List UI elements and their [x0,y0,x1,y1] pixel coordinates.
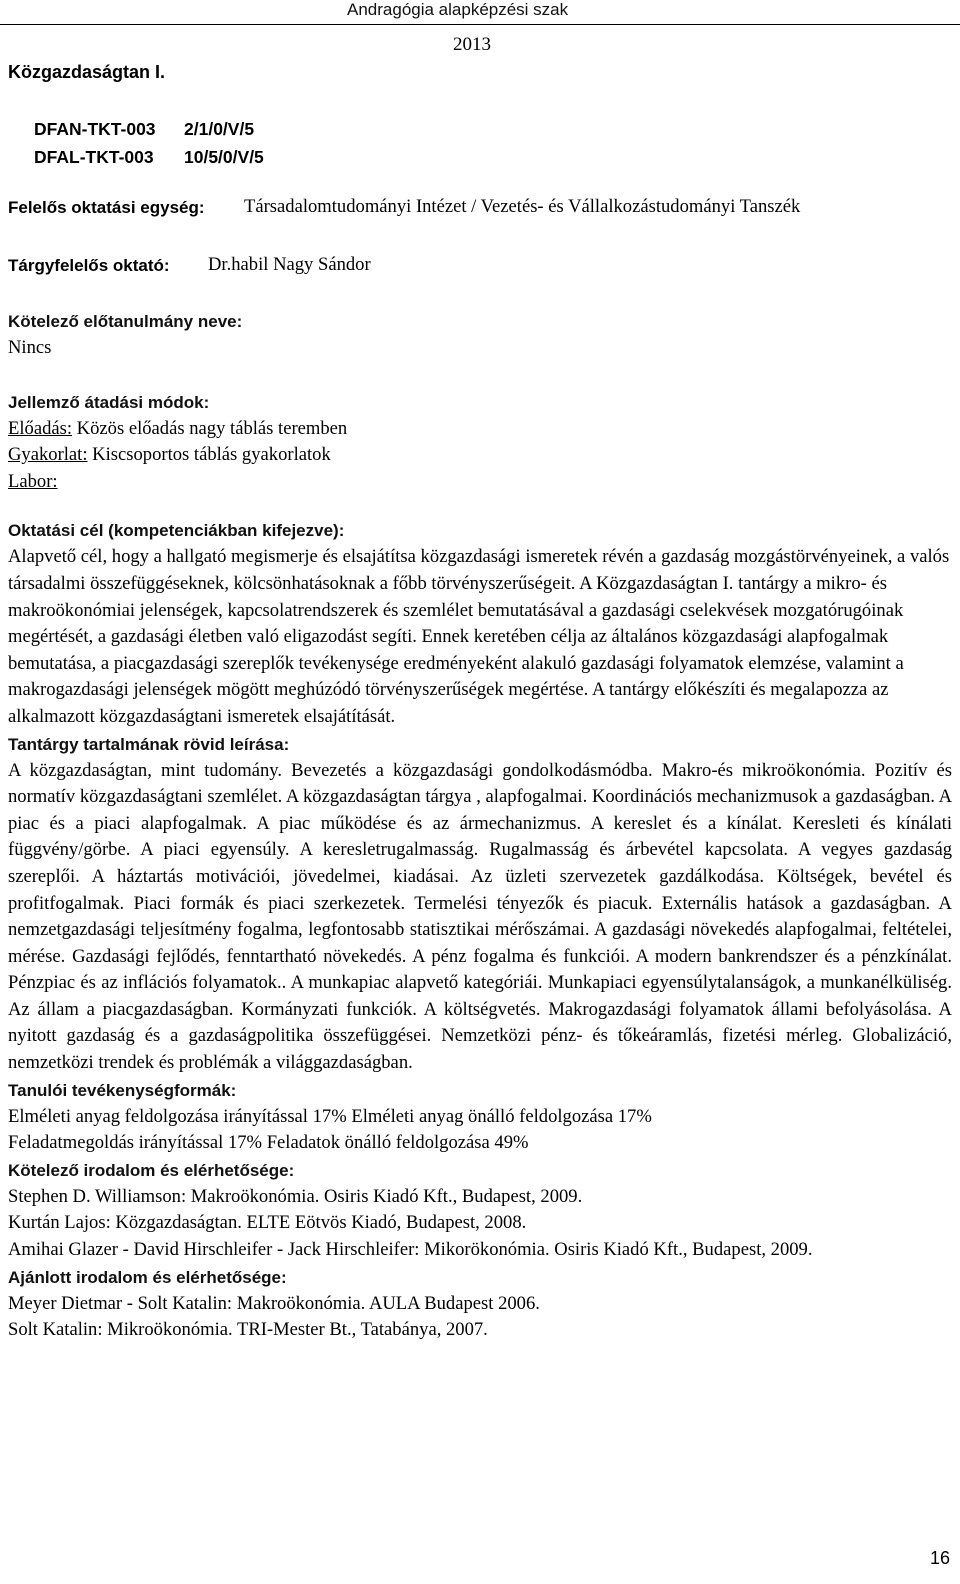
header-rule [0,24,960,25]
objective-label: Oktatási cél (kompetenciákban kifejezve): [8,521,345,541]
recommended-literature-label: Ajánlott irodalom és elérhetősége: [8,1267,287,1287]
required-literature-label: Kötelező irodalom és elérhetősége: [8,1160,295,1180]
delivery-type: Gyakorlat: [8,444,88,466]
delivery-item [8,469,952,496]
course-code-row [34,115,264,143]
instructor-value: Dr.habil Nagy Sándor [208,254,371,275]
objective-text: Alapvető cél, hogy a hallgató megismerje és elsajátítsa közgazdasági ismeretek révén a gazdaság mozgástörvényeinek, a valós társadalmi összefüggéseknek, kölcsönhatásoknak a főbb törvényszerűségeit. A Közgazdaságtan I. tantárgy a mikro- és makroökonómiai jelenségek, kapcsolatrendszerek és szemlélet bemutatásával a gazdasági cselekvések mozgatórugóinak megértését, a gazdasági életben való eligazodást segíti. Ennek keretében célja az általános közgazdasági alapfogalmak bemutatása, a piacgazdasági szereplők tevékenysége eredményeként alakuló gazdasági folyamatok elemzése, valamint a makrogazdasági jelenségek mögött meghúzódó törvényszerűségek megértése. A tantárgy előkészíti és megalapozza az alkalmazott közgazdaságtani ismeretek elsajátítását. [8,546,950,727]
delivery-desc: Közös előadás nagy táblás teremben [72,417,348,439]
header-year: 2013 [453,34,491,55]
course-code-row [34,143,264,171]
delivery-label: Jellemző átadási módok: [8,392,210,412]
course-codes [34,115,264,171]
recommended-literature-item: Solt Katalin: Mikroökonómia. TRI-Mester Bt., Tatabánya, 2007. [8,1319,488,1341]
responsible-unit-value: Társadalomtudományi Intézet / Vezetés- és Vállalkozástudományi Tanszék [244,196,801,217]
course-code: DFAN-TKT-003 [34,119,156,139]
delivery-item [8,416,952,443]
activities-line: Feladatmegoldás irányítással 17% Feladatok önálló feldolgozása 49% [8,1132,529,1154]
activities-line: Elméleti anyag feldolgozása irányítással 17% Elméleti anyag önálló feldolgozása 17% [8,1105,652,1127]
delivery-type: Előadás: [8,417,73,439]
content-summary-text: A közgazdaságtan, mint tudomány. Bevezetés a közgazdasági gondolkodásmódba. Makro-és mikroökonómia. Pozitív és normatív közgazdaságtani szemlélet. A közgazdaságtan tárgya , alapfogalmai. Koordinációs mechanizmusok a gazdaságban. A piac és a piaci alapfogalmak. A piac működése és az ármechanizmus. A kereslet és a kínálat. Keresleti és kínálati függvény/görbe. A piaci egyensúly. A keresletrugalmasság. Rugalmasság és árbevétel kapcsolata. A vegyes gazdaság szereplői. A háztartás motivációi, jövedelmei, kiadásai. Az üzleti szervezetek gazdálkodása. Költségek, bevétel és profitfogalmak. Piaci formák és piaci szerkezetek. Termelési tényezők és piacuk. Externális hatások a gazdaságban. A nemzetgazdasági teljesítmény fogalma, legfontosabb statisztikai mérőszámai. A gazdasági növekedés alapfogalmai, feltételei, mérése. Gazdasági fejlődés, fenntartható növekedés. A pénz fogalma és funkciói. A modern bankrendszer és a pénzkínálat. Pénzpiac és az inflációs folyamatok.. A munkapiac alapvető kategóriái. Munkapiaci egyensúlytalanságok, a munkanélküliség. Az állam a piacgazdaságban. Kormányzati funkciók. A költségvetés. Makrogazdasági folyamatok állami befolyásolása. A nyitott gazdaság és a gazdaságpolitika összefüggései. Nemzetközi pénz- és tőkeáramlás, fizetési mérleg. Globalizáció, nemzetközi trendek és problémák a világgazdaságban. [8,759,952,1074]
running-header: Andragógia alapképzési szak [347,0,569,19]
course-title: Közgazdaságtan I. [8,62,166,82]
delivery-item [8,442,952,469]
required-literature-item: Amihai Glazer - David Hirschleifer - Jack Hirschleifer: Mikorökonómia. Osiris Kiadó Kft., Budapest, 2009. [8,1239,813,1261]
activities-label: Tanulói tevékenységformák: [8,1080,237,1100]
main-content [8,308,952,1344]
responsible-unit-label: Felelős oktatási egység: [8,198,205,217]
required-literature-item: Kurtán Lajos: Közgazdaságtan. ELTE Eötvös Kiadó, Budapest, 2008. [8,1212,527,1234]
prerequisite-value: Nincs [8,337,52,358]
prerequisite-label: Kötelező előtanulmány neve: [8,312,243,331]
page-number: 16 [929,1548,950,1568]
recommended-literature-item: Meyer Dietmar - Solt Katalin: Makroökonómia. AULA Budapest 2006. [8,1292,540,1314]
content-summary-label: Tantárgy tartalmának rövid leírása: [8,734,290,754]
required-literature-item: Stephen D. Williamson: Makroökonómia. Osiris Kiadó Kft., Budapest, 2009. [8,1185,583,1207]
delivery-type: Labor: [8,470,58,492]
course-code-value: 10/5/0/V/5 [184,147,264,167]
delivery-desc: Kiscsoportos táblás gyakorlatok [87,444,331,466]
course-code-value: 2/1/0/V/5 [184,119,255,139]
instructor-label: Tárgyfelelős oktató: [8,256,170,275]
course-code: DFAL-TKT-003 [34,147,154,167]
